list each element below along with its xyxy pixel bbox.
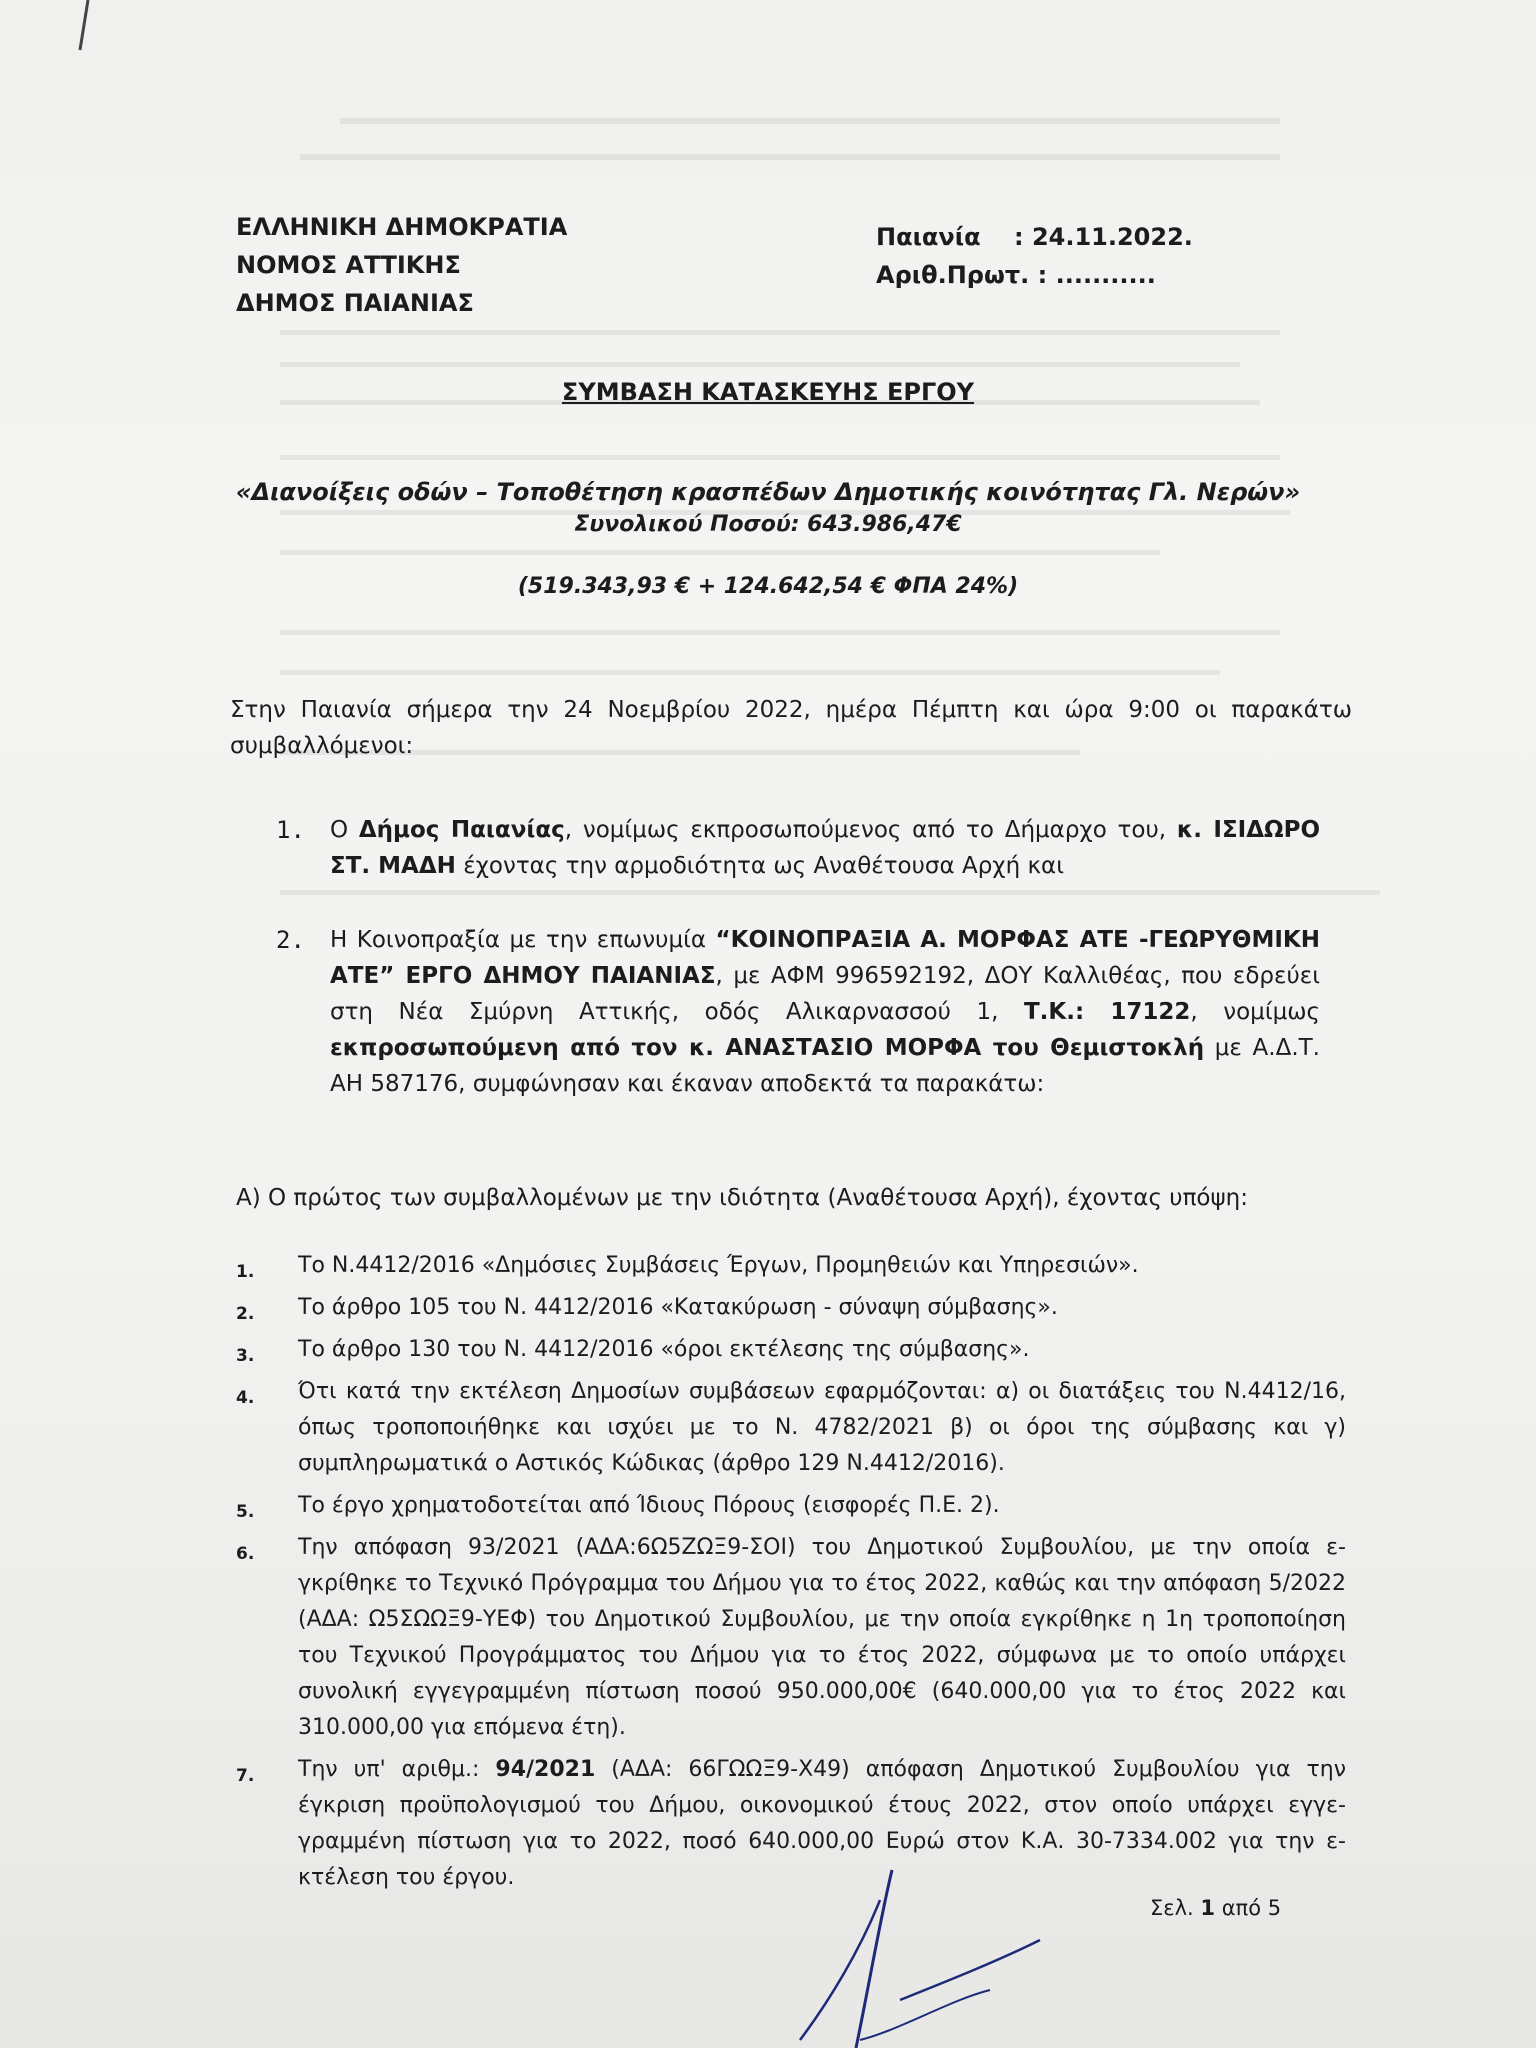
party-text: , νομίμως <box>1190 999 1320 1025</box>
item-text: Το άρθρο 105 του Ν. 4412/2016 «Κατακύρωση - σύναψη σύμβασης». <box>298 1295 1058 1320</box>
party-postcode: Τ.Κ.: 17122 <box>1023 999 1191 1025</box>
page-number: 1 <box>1200 1896 1216 1920</box>
item-number: 6. <box>236 1544 255 1564</box>
item-number: 7. <box>236 1766 255 1786</box>
decision-number: 94/2021 <box>495 1757 596 1782</box>
section-a-heading: Α) Ο πρώτος των συμβαλλομένων με την ιδιότητα (Αναθέτουσα Αρχή), έχοντας υπόψη: <box>236 1185 1248 1211</box>
footer-text: από <box>1215 1896 1268 1920</box>
page-footer <box>1150 1896 1281 1920</box>
page-total: 5 <box>1267 1896 1282 1920</box>
document-title: ΣΥΜΒΑΣΗ ΚΑΤΑΣΚΕΥΗΣ ΕΡΓΟΥ <box>561 378 975 406</box>
party-text: , με ΑΦΜ 996592192, ΔΟΥ Καλλιθέας, που εδρεύει στη Νέα Σμύρνη Αττικής, οδός Αλικαρνασσού 1, <box>330 963 1320 1025</box>
list-item <box>236 1374 1346 1482</box>
footer-text: Σελ. <box>1150 1896 1201 1920</box>
project-breakdown: (519.343,93 € + 124.642,54 € ΦΠΑ 24%) <box>517 574 1019 599</box>
protocol-number: : ........... <box>1037 261 1156 289</box>
item-number: 3. <box>236 1346 255 1366</box>
party-representative: κ. ΙΣΙΔΩΡΟ ΣΤ. ΜΑΔΗ <box>330 817 1320 879</box>
list-item <box>236 1248 1346 1284</box>
item-number: 4. <box>236 1388 255 1408</box>
item-number: 2. <box>236 1304 255 1324</box>
item-text: Την απόφαση 93/2021 (ΑΔΑ:6Ω5ΖΩΞ9-ΣΟΙ) του Δημοτικού Συμβουλίου, με την οποία ε-γκρίθηκε το Τεχνικό Πρόγραμμα του Δήμου για το έτος 2022, καθώς και την απόφαση 5/2022 (ΑΔΑ: Ω5ΣΩΩΞ9-ΥΕΦ) του Δημοτικού Συμβουλίου, με την οποία εγκρίθηκε η 1η τροποποίηση του Τεχνικού Προγράμματος του Δήμου για το έτος 2022, σύμφωνα με το οποίο υπάρχει συνολική εγγεγραμμένη πίστωση ποσού 950.000,00€ (640.000,00 για το έτος 2022 και 310.000,00 για επόμενα έτη). <box>298 1535 1346 1740</box>
party-text: Ο <box>330 817 359 843</box>
party-2 <box>276 922 1320 1102</box>
party-text: , νομίμως εκπροσωπούμενος από το Δήμαρχο του, <box>564 817 1177 843</box>
list-item <box>236 1488 1346 1524</box>
party-number: 1. <box>276 816 305 844</box>
item-text: Την υπ' αριθμ.: <box>298 1757 496 1782</box>
issuer-line: ΝΟΜΟΣ ΑΤΤΙΚΗΣ <box>236 251 461 279</box>
party-representative: εκπροσωπούμενη από τον κ. ΑΝΑΣΤΑΣΙΟ ΜΟΡΦΑ του Θεμιστοκλή <box>330 1035 1205 1061</box>
list-item <box>236 1332 1346 1368</box>
issuer-block <box>236 208 567 322</box>
list-item <box>236 1290 1346 1326</box>
item-text: (ΑΔΑ: 66ΓΩΩΞ9-Χ49) απόφαση Δημοτικού Συμβουλίου για την έγκριση προϋπολογισμού του Δήμου, οικονομικού έτους 2022, στον οποίο υπάρχει εγγε-γραμμένη πίστωση για το 2022, ποσό 640.000,00 Ευρώ στον Κ.Α. 30-7334.002 για την ε-κτέλεση του έργου. <box>298 1757 1346 1890</box>
item-text: Το άρθρο 130 του Ν. 4412/2016 «όροι εκτέλεσης της σύμβασης». <box>298 1337 1030 1362</box>
list-item <box>236 1530 1346 1746</box>
issuer-line: ΕΛΛΗΝΙΚΗ ΔΗΜΟΚΡΑΤΙΑ <box>236 213 568 241</box>
party-1 <box>276 812 1320 884</box>
place-label: Παιανία <box>876 223 981 251</box>
date-protocol-block <box>876 218 1193 294</box>
item-number: 5. <box>236 1502 255 1522</box>
party-text: Η Κοινοπραξία με την επωνυμία <box>330 927 716 953</box>
intro-paragraph: Στην Παιανία σήμερα την 24 Νοεμβρίου 2022, ημέρα Πέμπτη και ώρα 9:00 οι παρακάτω συμβαλλόμενοι: <box>230 697 1352 759</box>
party-number: 2. <box>276 926 305 954</box>
project-total: Συνολικού Ποσού: 643.986,47€ <box>574 512 962 537</box>
party-name: Δήμος Παιανίας <box>358 817 565 843</box>
party-name: “ΚΟΙΝΟΠΡΑΞΙΑ Α. ΜΟΡΦΑΣ ΑΤΕ -ΓΕΩΡΥΘΜΙΚΗ ΑΤΕ” ΕΡΓΟ ΔΗΜΟΥ ΠΑΙΑΝΙΑΣ <box>330 927 1320 989</box>
list-item <box>236 1752 1346 1896</box>
issuer-line: ΔΗΜΟΣ ΠΑΙΑΝΙΑΣ <box>236 289 474 317</box>
item-text: Ότι κατά την εκτέλεση Δημοσίων συμβάσεων εφαρμόζονται: α) οι διατάξεις του Ν.4412/16, όπως τροποποιήθηκε και ισχύει με το Ν. 4782/2021 β) οι όροι της σύμβασης και γ) συμπληρωματικά ο Αστικός Κώδικας (άρθρο 129 Ν.4412/2016). <box>298 1379 1346 1476</box>
item-text: Το Ν.4412/2016 «Δημόσιες Συμβάσεις Έργων, Προμηθειών και Υπηρεσιών». <box>298 1253 1139 1278</box>
party-text: έχοντας την αρμοδιότητα ως Αναθέτουσα Αρχή και <box>455 853 1064 879</box>
party-text: με Α.Δ.Τ. ΑΗ 587176, συμφώνησαν και έκαναν αποδεκτά τα παρακάτω: <box>330 1035 1320 1097</box>
considerations-list <box>236 1248 1346 1902</box>
document-date: : 24.11.2022. <box>1014 223 1193 251</box>
project-name: «Διανοίξεις οδών – Τοποθέτηση κρασπέδων Δημοτικής κοινότητας Γλ. Νερών» <box>235 478 1301 506</box>
protocol-label: Αριθ.Πρωτ. <box>876 261 1030 289</box>
item-number: 1. <box>236 1262 255 1282</box>
item-text: Το έργο χρηματοδοτείται από Ίδιους Πόρους (εισφορές Π.Ε. 2). <box>298 1493 1000 1518</box>
